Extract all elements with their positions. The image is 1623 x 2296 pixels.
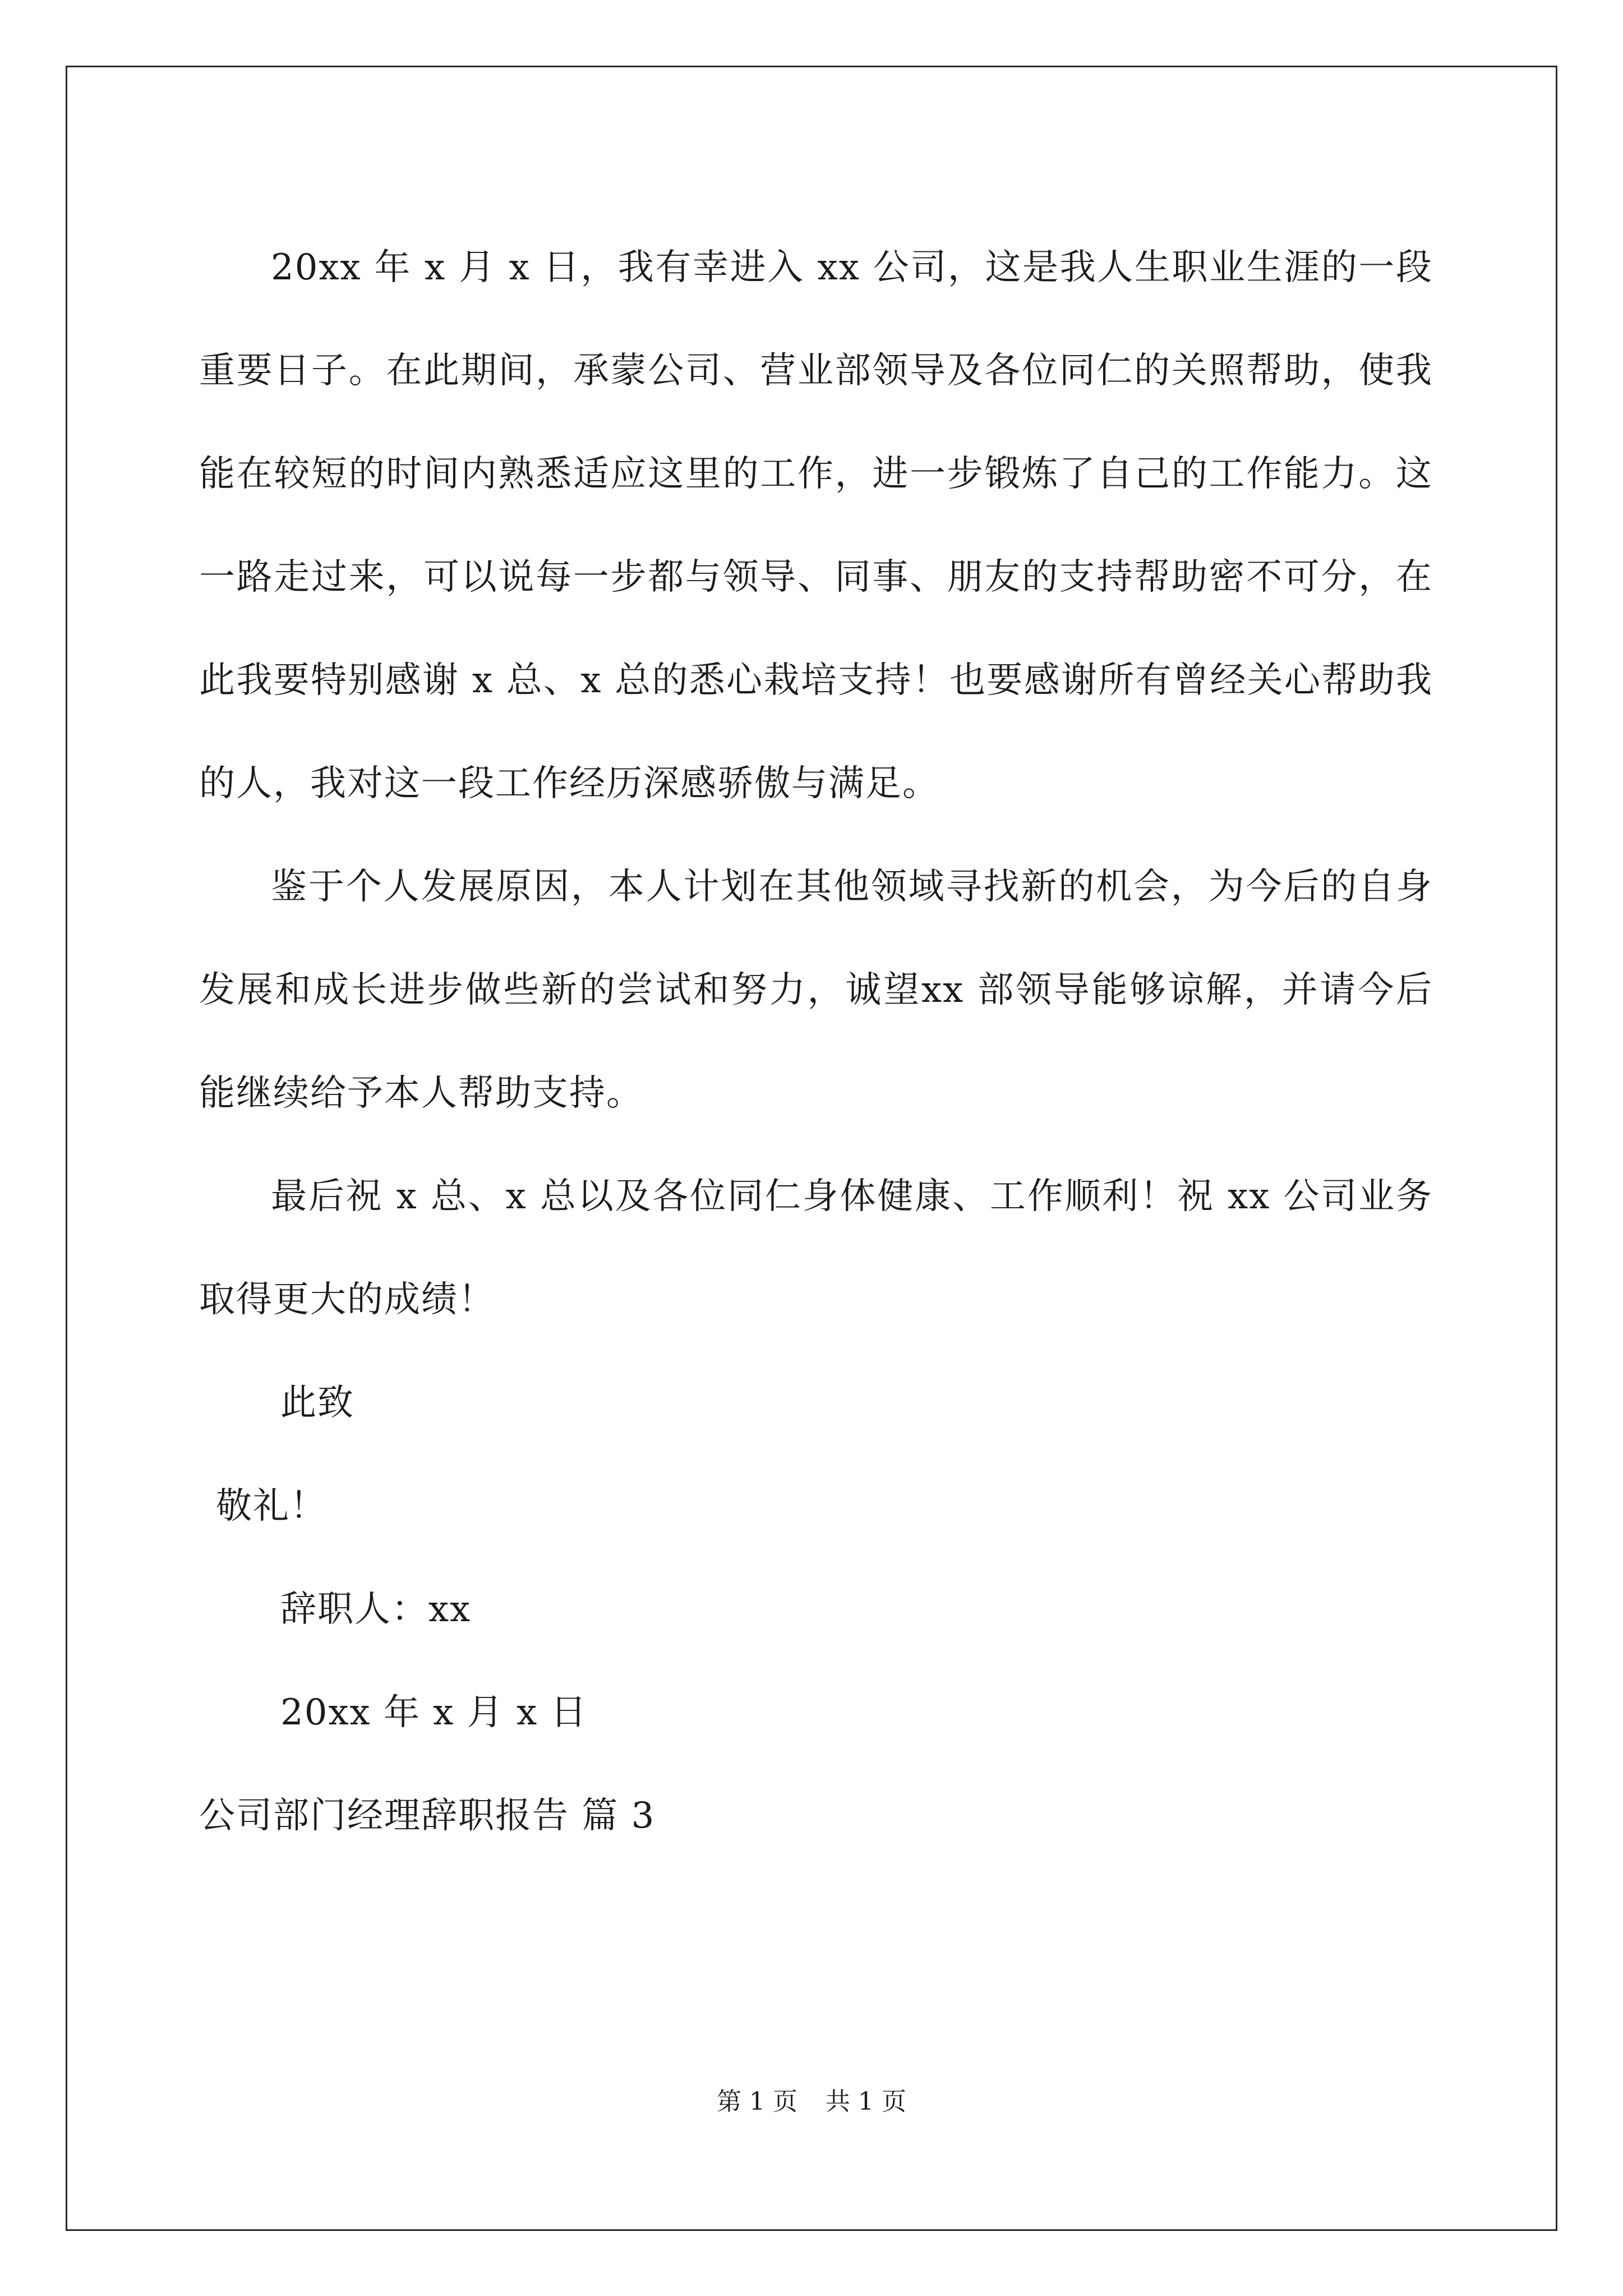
page-total: 共 1 页 [826, 2087, 906, 2116]
date-text: 20xx 年 x 月 x 日 [280, 1692, 588, 1733]
page-footer [0, 2081, 1623, 2117]
section-heading: 公司部门经理辞职报告 篇 3 [199, 1795, 656, 1837]
document-body [199, 216, 1433, 1867]
paragraph-1: 20xx 年 x 月 x 日，我有幸进入 xx 公司，这是我人生职业生涯的一段重要日子。在此期间，承蒙公司、营业部领导及各位同仁的关照帮助，使我能在较短的时间内熟悉适应这里的工作，进一步锻炼了自己的工作能力。这一路走过来，可以说每一步都与领导、同事、朋友的支持帮助密不可分，在此我要特别感谢 x 总、x 总的悉心栽培支持！也要感谢所有曾经关心帮助我的人，我对这一段工作经历深感骄傲与满足。 [199, 247, 1433, 804]
page-number: 第 1 页 [717, 2087, 797, 2116]
paragraph-3: 最后祝 x 总、x 总以及各位同仁身体健康、工作顺利！祝 xx 公司业务取得更大的成绩！ [199, 1176, 1433, 1320]
paragraph-2: 鉴于个人发展原因，本人计划在其他领域寻找新的机会，为今后的自身发展和成长进步做些新的尝试和努力，诚望xx 部领导能够谅解，并请今后能继续给予本人帮助支持。 [199, 866, 1433, 1114]
closing-text: 此致 [280, 1382, 354, 1424]
salute-text: 敬礼！ [216, 1485, 327, 1527]
signer-text: 辞职人：xx [280, 1589, 472, 1630]
